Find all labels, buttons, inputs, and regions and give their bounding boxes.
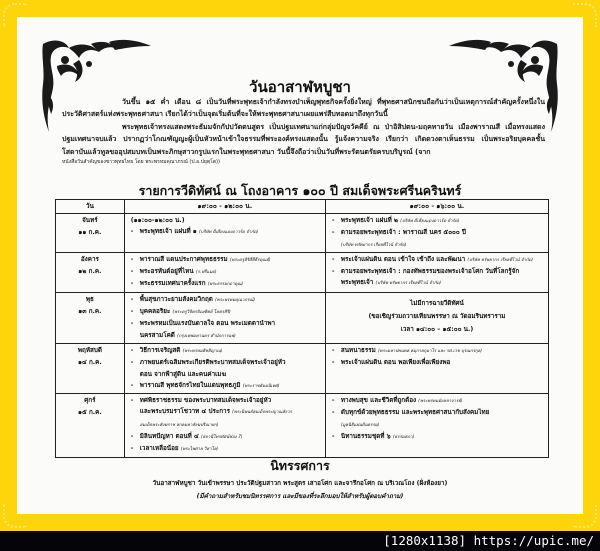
program-title: พระเจ้าแผ่นดิน ตอน พอเพียงเพื่อเพียงพอ xyxy=(340,359,451,367)
program-item xyxy=(131,330,319,342)
program-item xyxy=(332,419,542,431)
day-cell xyxy=(56,252,125,292)
bullet-dash: - xyxy=(130,268,134,276)
header-morning: ๑๙:๐๐ - ๑๒:๐๐ น. xyxy=(124,200,325,214)
program-source: (พระนิพนธ์สมเด็จพระญาณสังวร xyxy=(232,410,292,416)
program-item xyxy=(131,357,319,368)
program-title: พาราณสี แดนประกาศพุทธธรรม xyxy=(139,255,228,263)
program-source: (พระมหาปพนพล สมุกาลกุมาโร และ รศ.เวช บุรณกรกุล) xyxy=(378,348,482,354)
program-item xyxy=(131,395,319,406)
program-title: นิทานธรรมชุดที่ ๖ xyxy=(340,433,391,441)
program-source: (พระไพศาล วิสาโล) xyxy=(180,447,219,453)
program-title: พื้นสุขภาวะยามสังคมวิกฤต xyxy=(139,295,213,303)
program-item xyxy=(332,227,542,238)
program-item xyxy=(131,419,319,431)
bullet-dash: - xyxy=(331,409,335,417)
program-title: พระอรหันต์อยู่ที่ไหน xyxy=(139,268,194,276)
note-line: (ขอเชิญร่วมถวายเทียนพรรษา ณ วัดอมรินทราราม xyxy=(368,312,506,320)
intro-citation: หนังสือวันสำคัญของชาวพุทธไทย โดย พระพรหมคุณาภรณ์ (ป.อ.ปยุตฺโต)) xyxy=(62,159,220,166)
day-name: จันทร์ xyxy=(82,217,98,224)
program-item xyxy=(131,226,319,238)
bullet-dash: - xyxy=(331,397,335,405)
program-item xyxy=(131,380,319,392)
program-source: (พระธรรมกถาคุณ) xyxy=(207,282,244,288)
afternoon-cell xyxy=(325,292,548,343)
header-day: วัน xyxy=(56,200,125,214)
bullet-dash: - xyxy=(130,308,134,316)
day-name: ศุกร์ xyxy=(84,397,96,405)
table-row xyxy=(56,343,549,393)
day-name: พุธ xyxy=(85,295,94,303)
bullet-dash: - xyxy=(130,228,134,236)
program-item xyxy=(131,278,319,290)
program-item xyxy=(131,431,319,443)
program-title: พระพรหมเป็นแรงบันดาลใจ ตอน พระเมตตานำพา xyxy=(139,320,276,328)
afternoon-cell xyxy=(325,343,548,393)
program-source: (พระพรหมคุณาภรณ์) xyxy=(215,297,256,303)
program-title: พระพุทธเจ้า แผ่นที่ ๒ xyxy=(340,217,399,224)
program-item xyxy=(332,266,542,277)
program-title: พาราณสี พุทธจักรไทยในแดนพุทธภูมิ xyxy=(139,381,241,389)
bullet-dash: - xyxy=(331,346,335,354)
program-item xyxy=(332,215,542,227)
bullet-dash: - xyxy=(130,346,134,354)
bullet-dash: - xyxy=(130,397,134,405)
program-title: นครสามโคดี xyxy=(139,331,175,339)
program-title: เวลาเหลือน้อย xyxy=(139,445,179,453)
exhibition-description: วันอาสาฬหบูชา วันเข้าพรรษา ประวัติปฐมสาวก พระสูตร เสาอโศก และจารึกอโศก ณ บริเวณโถง (ฝั่งห้องยา) xyxy=(152,480,448,487)
morning-cell xyxy=(124,252,325,292)
bullet-dash: - xyxy=(331,359,335,367)
bullet-dash: - xyxy=(130,255,134,263)
schedule-title: รายการวีดิทัศน์ ณ โถงอาคาร ๑๐๐ ปี สมเด็จพระศรีนครินทร์ xyxy=(138,183,462,198)
program-item xyxy=(131,215,319,226)
program-source: (พระครูสิริศีลีธีรคุณธ์) xyxy=(229,257,271,263)
document-paper xyxy=(17,17,583,514)
exhibition-title: นิทรรศการ xyxy=(270,458,330,473)
bullet-dash: - xyxy=(331,433,335,441)
program-source: (บริษัท ทรัพยากร เรียลทีไวน์ จำกัด) xyxy=(340,242,407,248)
program-title: บุคคลอริยะ xyxy=(139,308,171,316)
morning-cell xyxy=(124,343,325,393)
program-item xyxy=(131,443,319,455)
intro-paragraph-1: วันขึ้น ๑๕ ค่ำ เดือน ๘ เป็นวันที่พระพุทธเจ้ากำลังทรงบำเพ็ญพุทธกิจครั้งยิ่งใหญ่ ที่พุทธศาสนิกชนถือกันว่าเป็นเหตุการณ์สำคัญครั้งหนึ่งในประวัติศาสตร์แห่งพระพุทธศาสนา เรียกได้ว่าเป็นจุดเริ่มต้นที่จะให้พระพุทธศาสนาเผยแพร่สืบทอดมาถึงทุกวันนี้ xyxy=(62,98,545,119)
day-name: พฤหัสบดี xyxy=(77,346,102,354)
program-title: ตอน จากฟ้าสู่ดิน และคนค่าเมฆ xyxy=(139,370,227,378)
program-item xyxy=(131,406,319,418)
program-item xyxy=(131,318,319,329)
program-title: ภาพยนตร์เฉลิมพระเกียรติพระบาทสมเด็จพระเจ้าอยู่หัว xyxy=(139,359,286,367)
exhibition-note: (มีคำถามสำหรับชมนิทรรศการ และมีของที่ระลึกมอบให้สำหรับผู้ตอบคำถาม) xyxy=(196,493,404,500)
bullet-dash: - xyxy=(130,433,134,441)
day-cell xyxy=(56,214,125,253)
bullet-dash: - xyxy=(331,229,335,237)
program-source: (บริษัท ดีเคียงแดงดาวร์ด จำกัด) xyxy=(400,219,460,224)
program-source: (มูลนิธิแผ่นดินธรรม) xyxy=(340,422,380,428)
day-date: ๑๔ ก.ค. xyxy=(78,358,102,366)
program-item xyxy=(332,407,542,418)
table-row xyxy=(56,252,549,292)
program-item xyxy=(131,254,319,266)
day-date: ๑๒ ก.ค. xyxy=(78,267,102,275)
table-row xyxy=(56,292,549,343)
program-title: พระเจ้าแผ่นดิน ตอน เข้าใจ เข้าถึง และพัฒนา xyxy=(340,255,466,263)
bullet-dash: - xyxy=(130,295,134,303)
bullet-dash: - xyxy=(130,280,134,288)
program-item xyxy=(131,294,319,306)
day-date: ๑๑ ก.ค. xyxy=(78,229,102,236)
intro-text xyxy=(62,96,545,167)
program-item xyxy=(131,345,319,357)
note-line: เวลา ๑๔:๐๐ – ๑๕:๐๐ น.) xyxy=(400,325,474,333)
bullet-dash: - xyxy=(130,320,134,328)
program-title: พระพุทธเจ้า แผ่นที่ ๑ xyxy=(139,228,197,236)
program-source: (บริษัท ดีเคียงแดงดาวร์ด จำกัด) xyxy=(199,230,259,236)
bullet-dash: - xyxy=(130,359,134,367)
bullet-dash: - xyxy=(331,268,335,276)
day-date: ๑๓ ก.ค. xyxy=(78,307,102,315)
program-source: (พระพรหมมังคลาจารย์) xyxy=(418,399,463,405)
afternoon-cell xyxy=(325,394,548,457)
program-title: ดับทุกข์ด้วยพุทธธรรม และพระพุทธศาสนากับสังคมไทย xyxy=(340,409,490,417)
program-item xyxy=(131,266,319,278)
intro-paragraph-2: พระพุทธเจ้าทรงแสดงพระธัมมจักกัปปวัตตนสูตร เป็นปฐมเทศนาแก่กลุ่มปัญจวัคคีย์ ณ ป่าอิสิปตน-มฤคทายวัน เมืองพาราณสี เมื่อทรงแสดงปฐมเทศนาจบแล้ว ปรากฏว่าโกณฑัญญะผู้เป็นหัวหน้าเข้าใจธรรมที่พระองค์ทรงแสดงนั้น รู้แจ้งความจริง เรียกว่า เกิดดวงตาเห็นธรรม เป็นพระอริยบุคคลชั้นโสดาบันแล้วทูลขออุปสมบทเป็นพระภิกษุสาวกรูปแรกในพระพุทธศาสนา วันนี้จึงถือว่าเป็นวันที่พระรัตนตรัยครบบริบูรณ์ (จาก xyxy=(62,122,545,156)
program-title: ทางพบสุข และชีวิตที่ถูกต้อง xyxy=(340,397,417,405)
program-item xyxy=(332,357,542,368)
schedule-body xyxy=(56,214,549,458)
document-title: วันอาสาฬหบูชา xyxy=(249,78,351,96)
no-screening-note xyxy=(332,294,542,336)
program-title: วิธีการเจริญสติ xyxy=(139,346,181,354)
program-title: ทศพิธราชธรรม ของพระบาทสมเด็จพระเจ้าอยู่หัว xyxy=(139,397,272,405)
program-source: (พระพรหมสิทธิญาณ) xyxy=(182,348,223,354)
program-title: มิลินทปัญหา ตอนที่ ๔ xyxy=(139,433,199,441)
bullet-dash: - xyxy=(331,255,335,263)
program-title: สนทนาธรรม xyxy=(340,346,376,354)
program-title: (๑๑:๐๐-๑๒:๐๐ น.) xyxy=(130,217,185,224)
program-source: (บริษัท ทรัพยากร เรียลทีไวน์ จำกัด) xyxy=(375,281,442,287)
table-row xyxy=(56,394,549,457)
program-item xyxy=(131,306,319,318)
program-item xyxy=(332,395,542,407)
program-source: (ธรรมสภา) xyxy=(392,435,415,441)
program-item xyxy=(332,277,542,289)
bullet-dash: - xyxy=(331,217,335,224)
program-title: ตามรอยพระพุทธเจ้า : กองทัพธรรมของพระเจ้าอโศก วันที่โลกรู้จัก xyxy=(340,268,520,276)
morning-cell xyxy=(124,214,325,253)
program-title: ตามรอยพระพุทธเจ้า : พาราณสี นคร ๕๐๐๐ ปี xyxy=(340,229,466,237)
program-item xyxy=(332,239,542,251)
day-date: ๑๕ ก.ค. xyxy=(78,409,102,417)
program-source: (กรุงเทพมหานคร สำนักการแพ) xyxy=(177,333,236,339)
program-source: (บริษัท ทรัพยากร เรียลทีไวน์ จำกัด) xyxy=(467,257,533,263)
table-row xyxy=(56,214,549,253)
bullet-dash: - xyxy=(130,381,134,389)
day-name: อังคาร xyxy=(80,255,99,263)
schedule-table xyxy=(55,199,549,458)
day-cell xyxy=(56,292,125,343)
afternoon-cell xyxy=(325,252,548,292)
program-item xyxy=(332,345,542,357)
morning-cell xyxy=(124,292,325,343)
program-item xyxy=(332,431,542,443)
program-title: พระพุทธเจ้า xyxy=(340,279,374,287)
program-source: (สถานีโทรทัศน์ช่อง 7) xyxy=(200,435,243,441)
program-title: และพระบรมราโชวาท ๔ ประการ xyxy=(139,408,230,416)
program-item xyxy=(332,254,542,266)
afternoon-cell xyxy=(325,214,548,253)
program-source: (พระราชธัมมนิเทศ) xyxy=(242,383,280,389)
program-title: พระธรรมเทศนาครั้งแรก xyxy=(139,280,206,288)
program-source: สมเด็จพระสังฆราช สกลมหาสังฆปริณายก) xyxy=(139,422,219,428)
table-header-row xyxy=(56,200,549,214)
note-line: ไม่มีการฉายวีดิทัศน์ xyxy=(410,299,464,307)
day-cell xyxy=(56,343,125,393)
program-source: (พระครูวิจิตรปัณฑิตย์ โคตรสิริ) xyxy=(172,310,231,316)
morning-cell xyxy=(124,394,325,457)
image-size-watermark: [1280x1138] https://upic.me/ xyxy=(383,533,594,548)
bullet-dash: - xyxy=(130,445,134,453)
header-afternoon: ๑๙:๐๐ - ๑๖:๐๐ น. xyxy=(325,200,548,214)
program-source: (ร.ฟรีแมด) xyxy=(195,270,217,276)
day-cell xyxy=(56,394,125,457)
program-item xyxy=(131,369,319,380)
